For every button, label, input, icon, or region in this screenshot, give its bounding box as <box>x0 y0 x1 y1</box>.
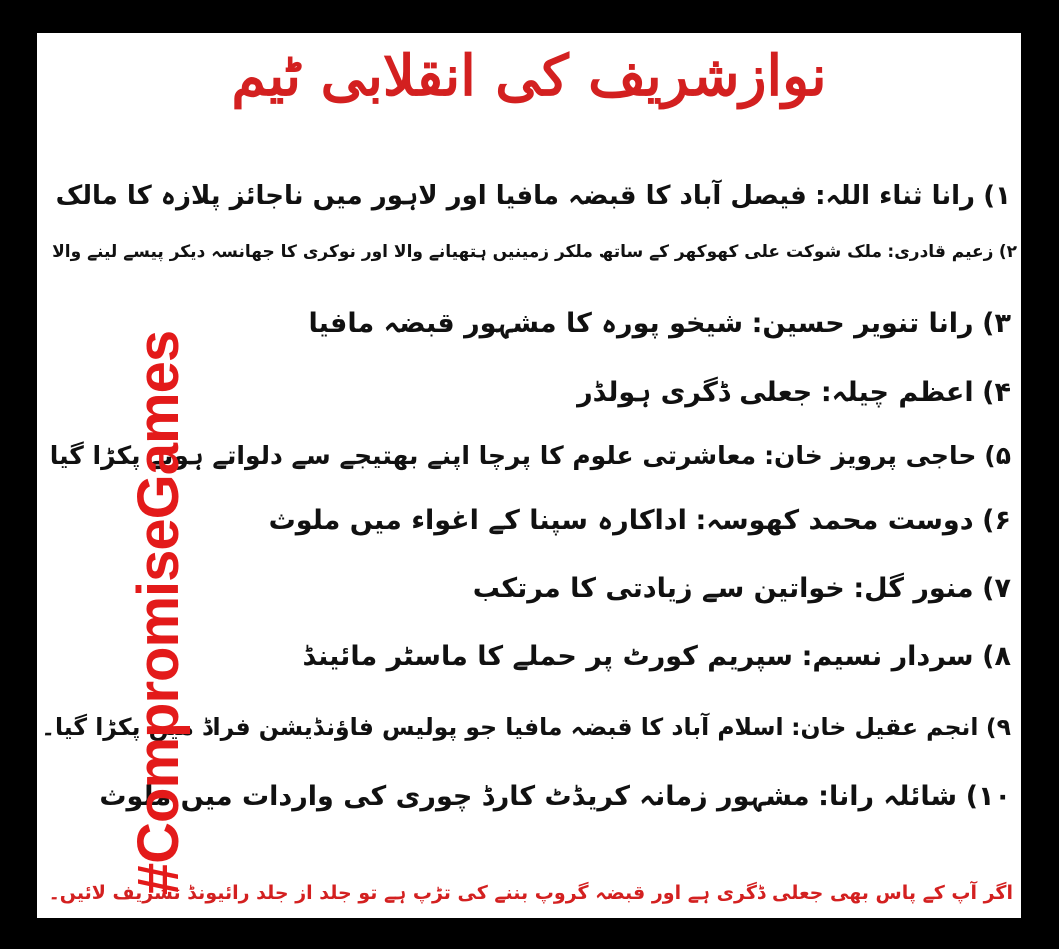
item-description: شیخو پورہ کا مشہور قبضہ مافیا <box>308 308 744 339</box>
watermark-hashtag: #CompromiseGames <box>126 330 191 896</box>
article-card <box>37 33 1021 918</box>
item-name: سردار نسیم: <box>801 641 974 672</box>
item-description: ملک شوکت علی کھوکھر کے ساتھ ملکر زمینیں ہتھیانے والا اور نوکری کا جھانسہ دیکر پیسے لینے والا <box>52 242 883 262</box>
item-description: اسلام آباد کا قبضہ مافیا جو پولیس فاؤنڈیشن فراڈ میں پکڑا گیا۔ <box>41 713 784 741</box>
item-name: رانا ثناء اللہ: <box>815 181 975 211</box>
list-item <box>309 308 1012 339</box>
item-number: ۲) <box>998 242 1017 262</box>
item-description: فیصل آباد کا قبضہ مافیا اور لاہور میں ناجائز پلازہ کا مالک <box>55 181 807 211</box>
item-number: ۶) <box>982 505 1011 536</box>
list-item <box>269 505 1011 536</box>
item-name: دوست محمد کھوسہ: <box>695 505 974 536</box>
page-title: نوازشریف کی انقلابی ٹیم <box>231 43 827 109</box>
item-number: ۵) <box>984 441 1011 470</box>
list-item <box>52 241 1017 262</box>
item-number: ۳) <box>982 308 1011 339</box>
item-number: ۹) <box>985 713 1011 741</box>
item-number: ۴) <box>982 377 1011 408</box>
item-name: زعیم قادری: <box>887 242 994 262</box>
item-name: شائلہ رانا: <box>818 781 958 812</box>
list-item <box>56 181 1011 211</box>
item-description: مشہور زمانہ کریڈٹ کارڈ چوری کی واردات میں ملوث <box>99 781 810 812</box>
item-description: سپریم کورٹ پر حملے کا ماسٹر مائینڈ <box>302 641 793 672</box>
item-name: اعظم چیلہ: <box>820 377 974 408</box>
list-item <box>577 377 1011 408</box>
list-item <box>99 781 1011 812</box>
item-name: حاجی پرویز خان: <box>764 441 977 470</box>
item-name: منور گل: <box>853 573 974 604</box>
item-name: انجم عقیل خان: <box>791 713 979 741</box>
list-item <box>303 641 1011 672</box>
item-number: ۱۰) <box>965 781 1011 812</box>
footer-note: اگر آپ کے پاس بھی جعلی ڈگری ہے اور قبضہ گروپ بننے کی تڑپ ہے تو جلد از جلد رائیونڈ تشریف لائیں۔ <box>48 882 1013 904</box>
item-description: معاشرتی علوم کا پرچا اپنے بھتیجے سے دلواتے ہوئے پکڑا گیا <box>49 441 757 470</box>
list-item <box>473 573 1011 604</box>
item-description: جعلی ڈگری ہولڈر <box>577 377 813 408</box>
item-number: ۸) <box>982 641 1011 672</box>
item-description: اداکارہ سپنا کے اغواء میں ملوث <box>268 505 687 536</box>
item-number: ۱) <box>983 181 1011 211</box>
item-description: خواتین سے زیادتی کا مرتکب <box>472 573 845 604</box>
item-number: ۷) <box>982 573 1011 604</box>
item-name: رانا تنویر حسین: <box>751 308 974 339</box>
